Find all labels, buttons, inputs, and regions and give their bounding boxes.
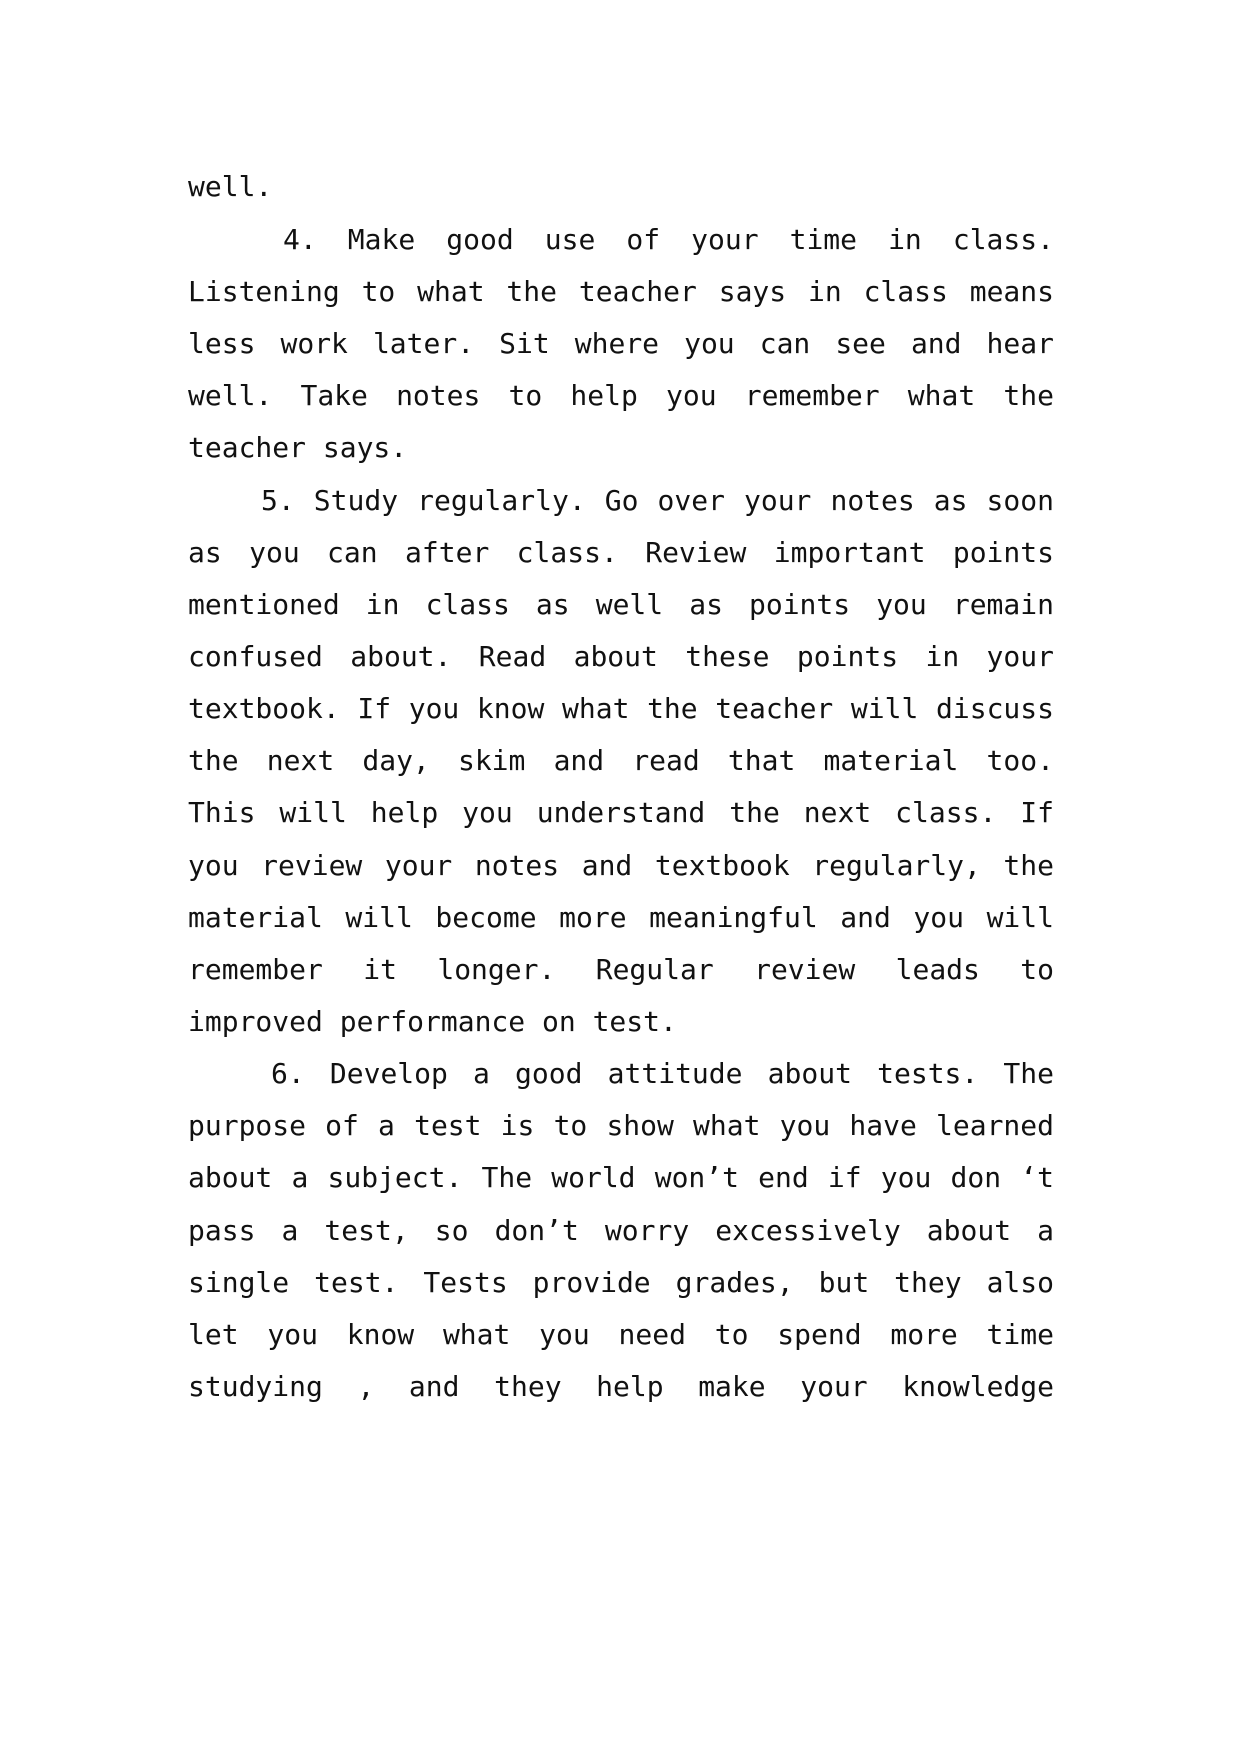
text-line: 6. Develop a good attitude about tests. The [271, 1057, 1054, 1090]
text-line: Listening to what the teacher says in class means [188, 275, 1054, 308]
text-line: you review your notes and textbook regularly, the [188, 849, 1054, 882]
text-line: the next day, skim and read that material too. [188, 744, 1054, 777]
text-line: improved performance on test. [188, 1005, 677, 1038]
text-line: 4. Make good use of your time in class. [283, 223, 1054, 256]
text-line: This will help you understand the next class. If [188, 796, 1054, 829]
text-line: material will become more meaningful and you will [188, 901, 1054, 934]
text-line: pass a test, so don’t worry excessively about a [188, 1214, 1054, 1247]
text-line: mentioned in class as well as points you remain [188, 588, 1054, 621]
text-line: well. Take notes to help you remember what the [188, 379, 1054, 412]
text-line: well. [188, 170, 273, 203]
text-line: as you can after class. Review important points [188, 536, 1054, 569]
text-line: about a subject. The world won’t end if you don ‘t [188, 1161, 1054, 1194]
text-line: less work later. Sit where you can see and hear [188, 327, 1054, 360]
text-line: single test. Tests provide grades, but they also [188, 1266, 1054, 1299]
text-line: studying , and they help make your knowledge [188, 1370, 1054, 1403]
text-line: purpose of a test is to show what you have learned [188, 1109, 1054, 1142]
text-line: textbook. If you know what the teacher will discuss [188, 692, 1054, 725]
text-line: remember it longer. Regular review leads to [188, 953, 1054, 986]
text-line: let you know what you need to spend more time [188, 1318, 1054, 1351]
text-line: teacher says. [188, 431, 408, 464]
text-line: confused about. Read about these points in your [188, 640, 1054, 673]
text-line: 5. Study regularly. Go over your notes as soon [261, 484, 1054, 517]
